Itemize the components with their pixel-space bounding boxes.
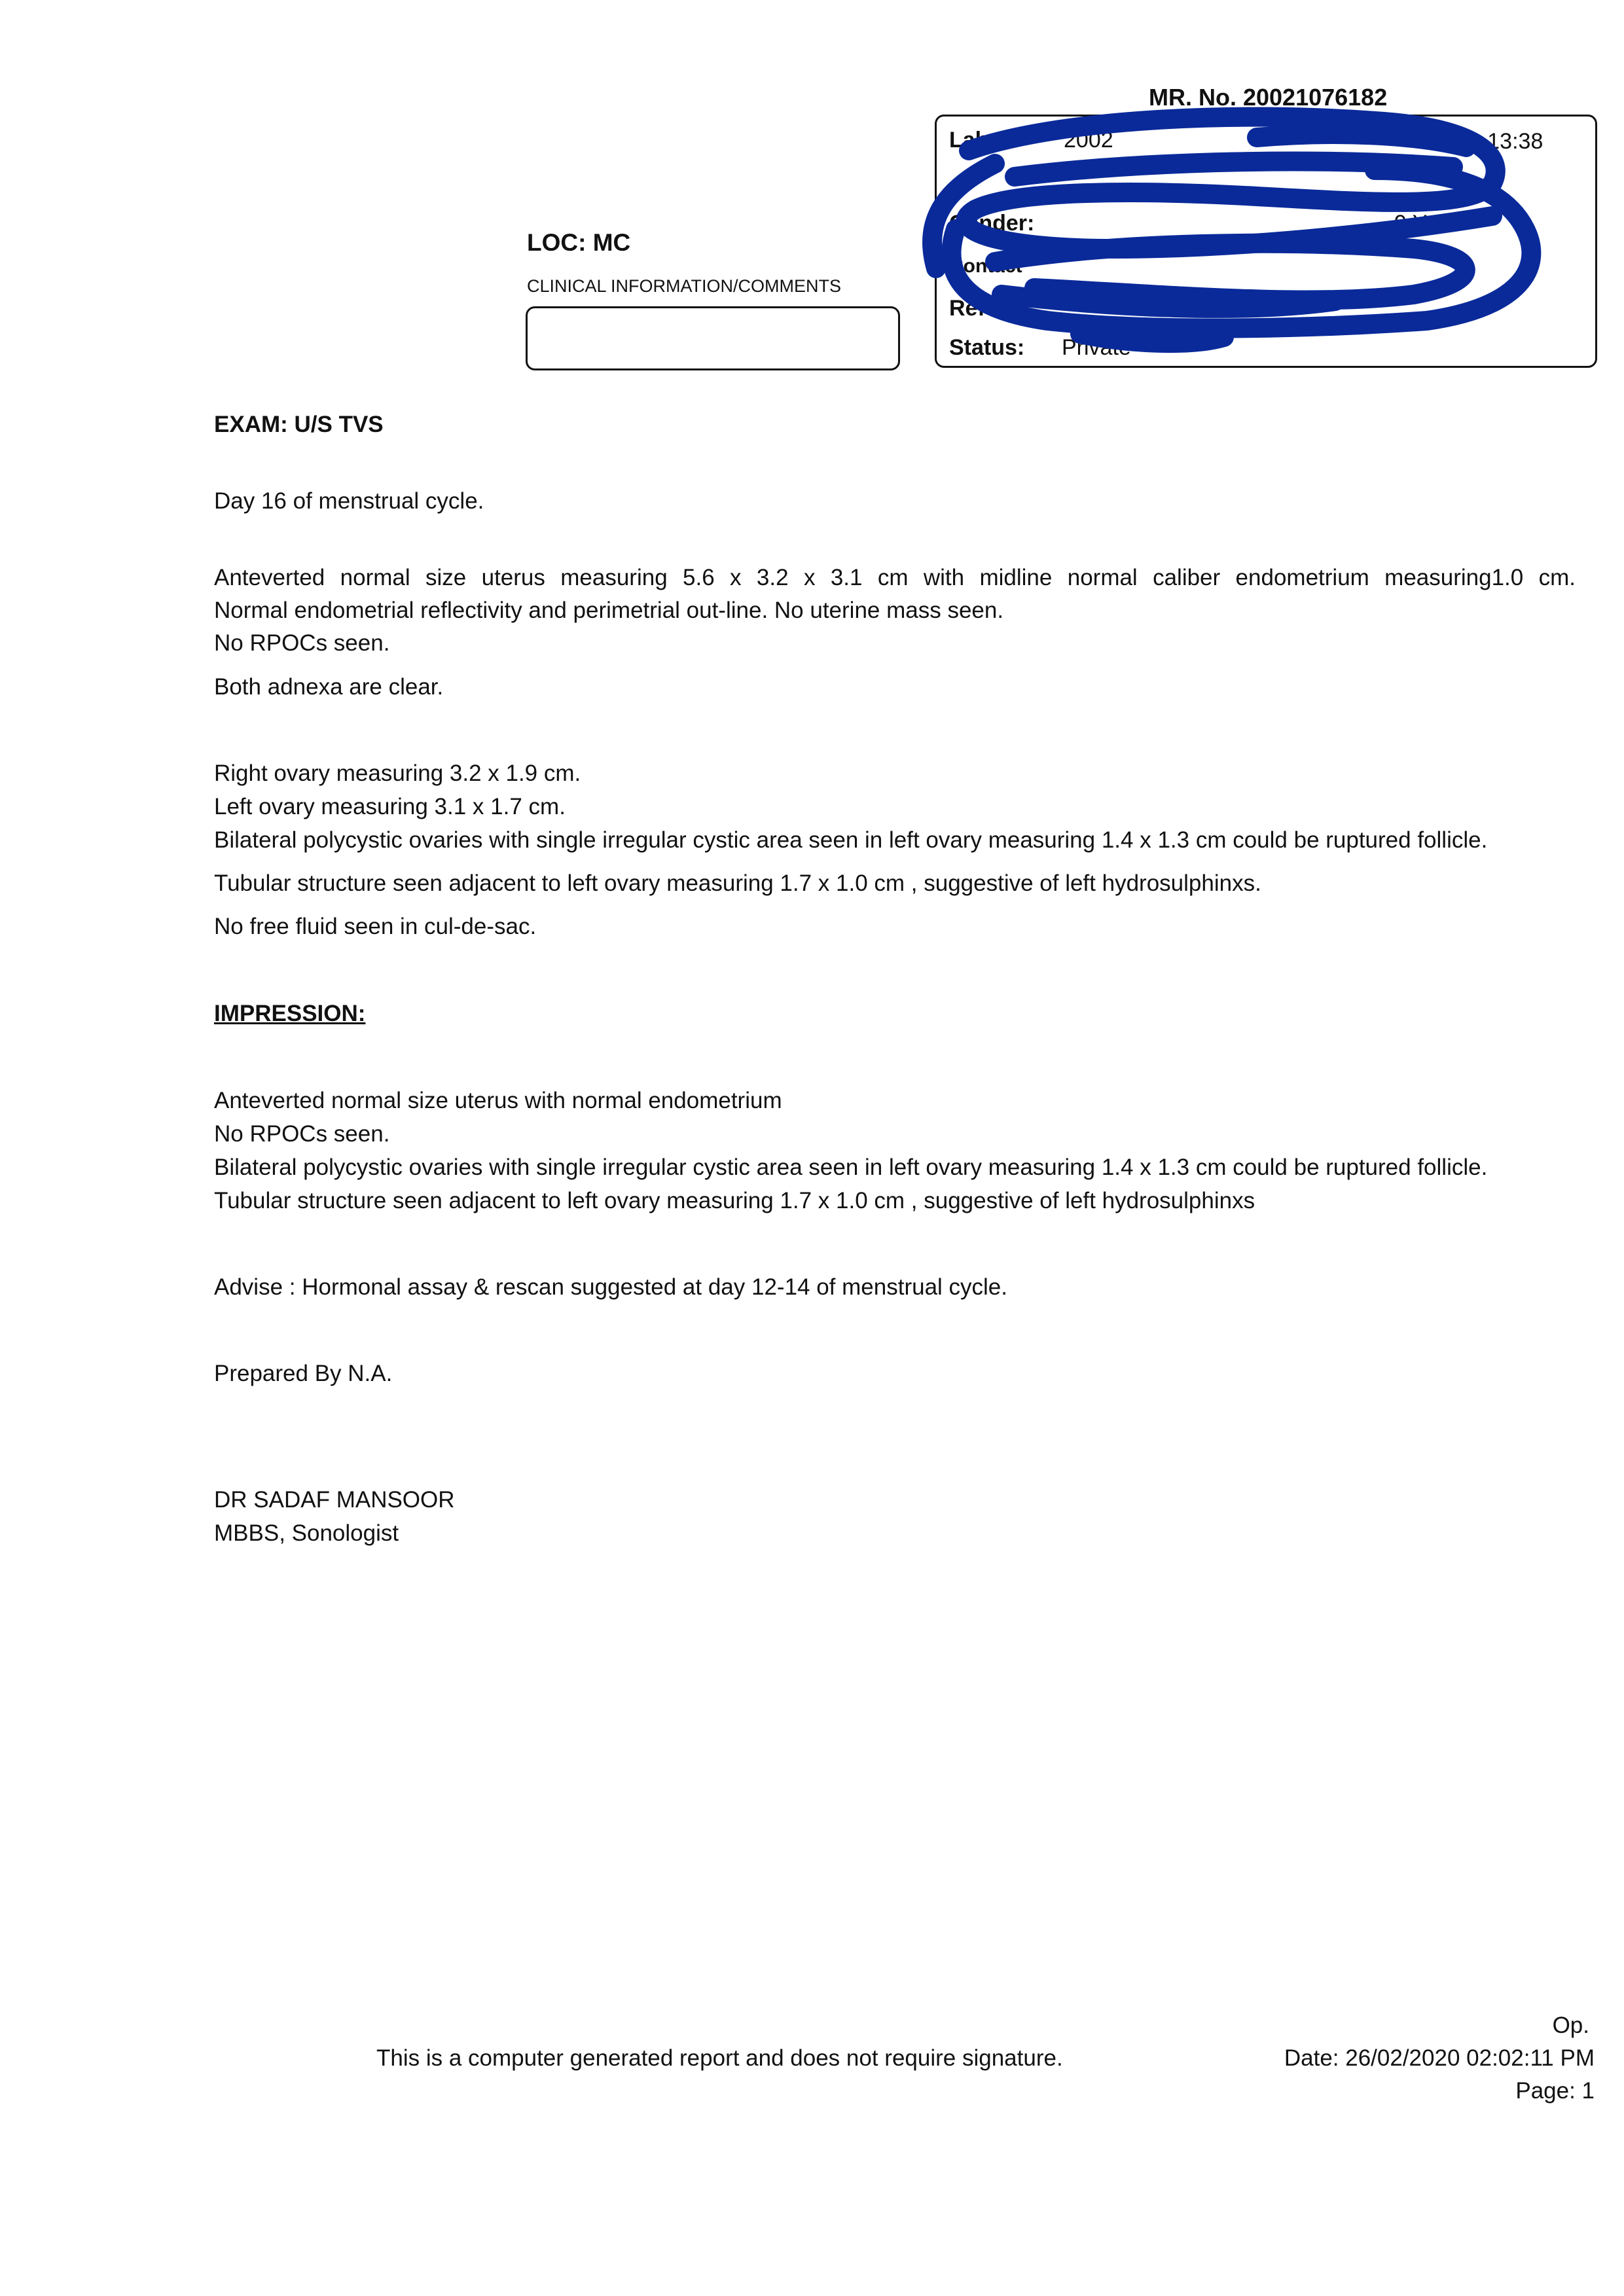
contact-label: Contact bbox=[949, 255, 1022, 277]
lab-value: 2002 bbox=[1064, 128, 1113, 152]
doctor-title: MBBS, Sonologist bbox=[214, 1520, 399, 1546]
footer-op: Op. bbox=[1552, 2013, 1589, 2038]
age-fragment: 9 Year bbox=[1394, 211, 1458, 236]
clinical-info-label: CLINICAL INFORMATION/COMMENTS bbox=[527, 276, 842, 296]
datetime-fragment: 20 13:38 bbox=[1456, 129, 1543, 154]
uterus-finding-line1: Anteverted normal size uterus measuring 5.6 x 3.2 x 3.1 cm with midline normal caliber endometrium measuring1.0 cm. bbox=[214, 565, 1576, 590]
adnexa-finding: Both adnexa are clear. bbox=[214, 674, 444, 700]
redaction-scribble bbox=[916, 98, 1545, 373]
right-ovary-finding: Right ovary measuring 3.2 x 1.9 cm. bbox=[214, 761, 581, 786]
tubular-finding: Tubular structure seen adjacent to left ovary measuring 1.7 x 1.0 cm , suggestive of left hydrosulphinxs. bbox=[214, 870, 1261, 896]
impression-item: Anteverted normal size uterus with normal endometrium bbox=[214, 1088, 782, 1113]
prepared-by: Prepared By N.A. bbox=[214, 1361, 393, 1386]
footer-date: Date: 26/02/2020 02:02:11 PM bbox=[1284, 2045, 1595, 2071]
impression-item: No RPOCs seen. bbox=[214, 1121, 390, 1147]
advise-text: Advise : Hormonal assay & rescan suggested at day 12-14 of menstrual cycle. bbox=[214, 1274, 1007, 1300]
ref-label: Ref bbox=[949, 296, 985, 321]
footer-disclaimer: This is a computer generated report and does not require signature. bbox=[376, 2045, 1063, 2071]
polycystic-finding: Bilateral polycystic ovaries with single irregular cystic area seen in left ovary measuring 1.4 x 1.3 cm could be ruptured follicle. bbox=[214, 827, 1488, 853]
lab-label: Lab bbox=[949, 128, 989, 152]
status-label: Status: bbox=[949, 335, 1025, 360]
impression-heading: IMPRESSION: bbox=[214, 1001, 366, 1026]
location-label: LOC: MC bbox=[527, 229, 631, 256]
status-value: Private bbox=[1062, 335, 1131, 360]
rpocs-finding: No RPOCs seen. bbox=[214, 630, 390, 656]
impression-item: Bilateral polycystic ovaries with single irregular cystic area seen in left ovary measuring 1.4 x 1.3 cm could be ruptured follicle. bbox=[214, 1155, 1488, 1180]
mr-number: MR. No. 20021076182 bbox=[1149, 84, 1388, 111]
exam-title: EXAM: U/S TVS bbox=[214, 412, 384, 437]
footer-page: Page: 1 bbox=[1515, 2078, 1595, 2104]
clinical-info-box bbox=[526, 306, 900, 370]
doctor-name: DR SADAF MANSOOR bbox=[214, 1487, 455, 1513]
menstrual-day: Day 16 of menstrual cycle. bbox=[214, 488, 484, 514]
left-ovary-finding: Left ovary measuring 3.1 x 1.7 cm. bbox=[214, 794, 566, 819]
free-fluid-finding: No free fluid seen in cul-de-sac. bbox=[214, 914, 537, 939]
impression-item: Tubular structure seen adjacent to left ovary measuring 1.7 x 1.0 cm , suggestive of left hydrosulphinxs bbox=[214, 1188, 1255, 1213]
gender-label: Gender: bbox=[949, 211, 1035, 236]
uterus-finding-line2: Normal endometrial reflectivity and perimetrial out-line. No uterine mass seen. bbox=[214, 598, 1004, 623]
